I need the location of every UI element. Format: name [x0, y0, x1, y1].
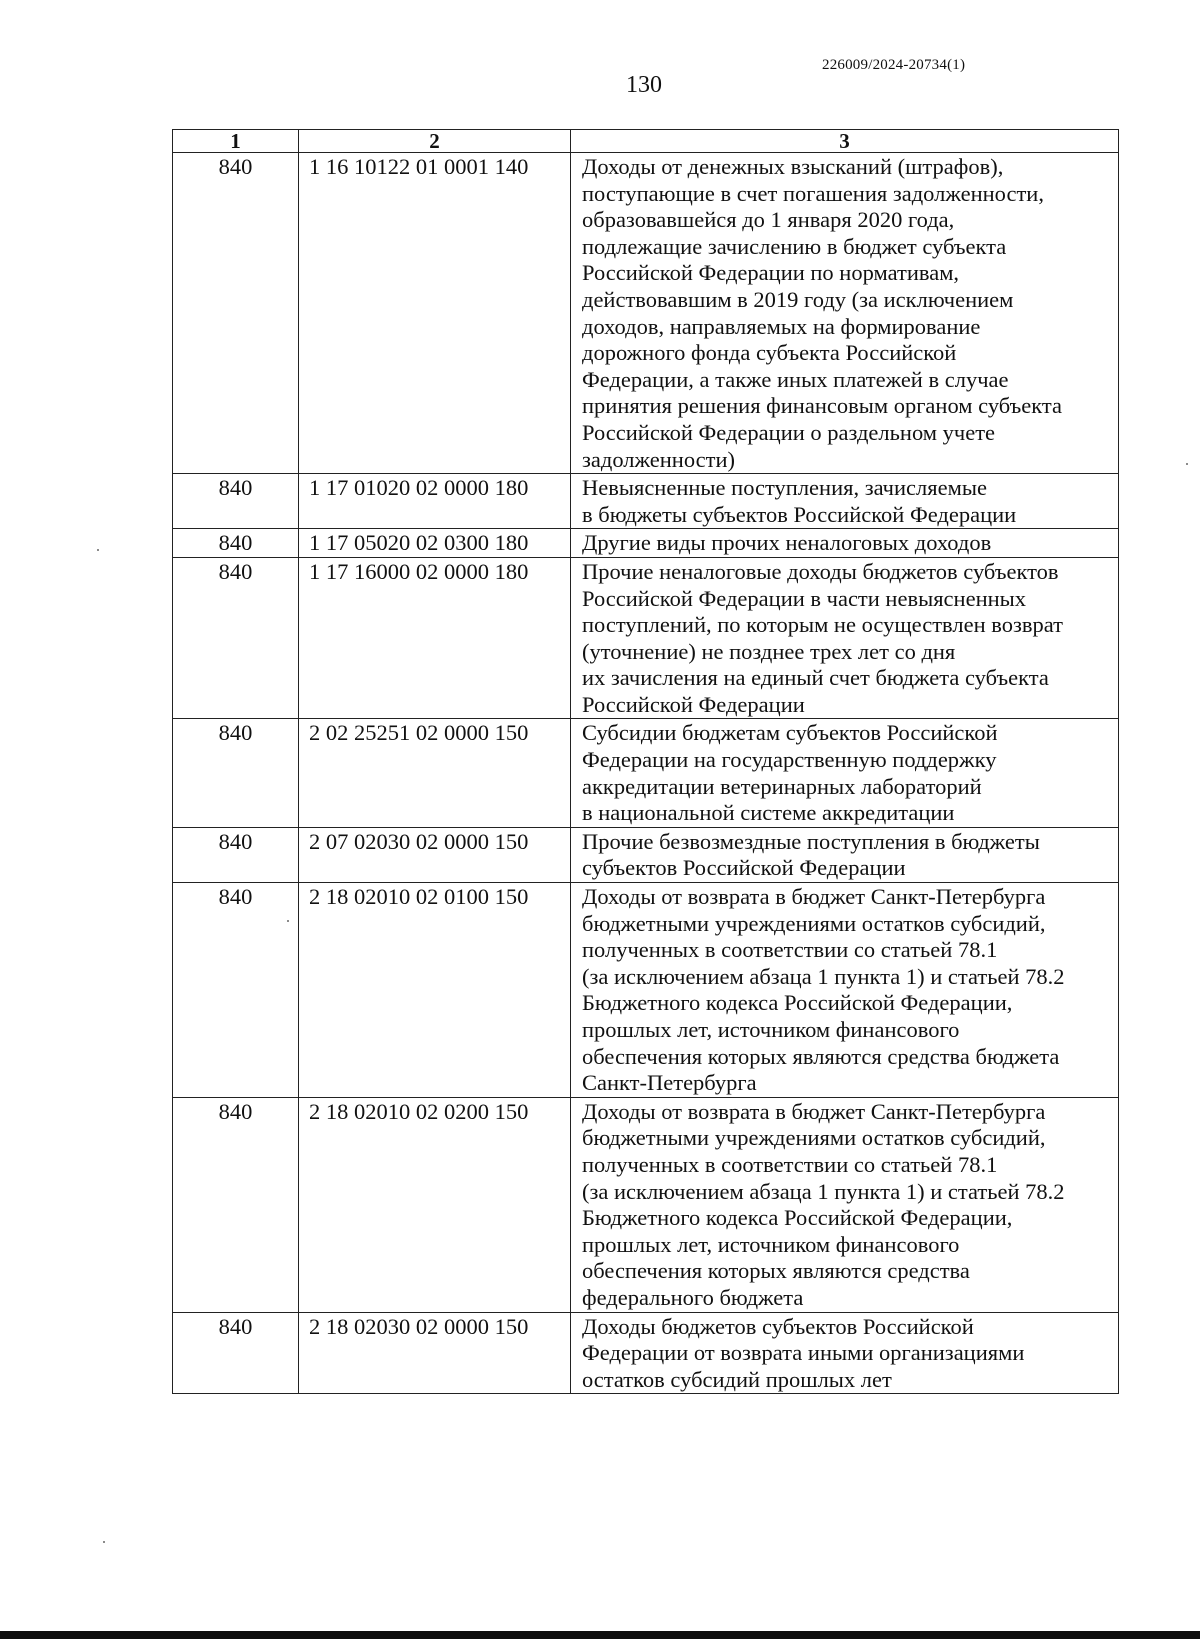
description-line: (за исключением абзаца 1 пункта 1) и статьей 78.2 [582, 963, 1065, 989]
scan-speck [287, 920, 289, 922]
description-line: Прочие безвозмездные поступления в бюджеты [582, 828, 1040, 854]
description-line: Федерации от возврата иными организациями [582, 1340, 1025, 1366]
table-row [173, 529, 1119, 558]
scan-edge-bar [0, 1631, 1200, 1639]
revenue-description-cell [571, 474, 1119, 529]
agency-code-cell: 840 [173, 1097, 299, 1312]
table-row [173, 474, 1119, 529]
agency-code-cell: 840 [173, 827, 299, 882]
table-row [173, 153, 1119, 474]
description-line: их зачисления на единый счет бюджета субъекта [582, 665, 1049, 691]
description-line: поступающие в счет погашения задолженности, [582, 180, 1044, 206]
description-line: Российской Федерации в части невыясненных [582, 585, 1027, 611]
description-line: Доходы от возврата в бюджет Санкт-Петербурга [582, 1098, 1046, 1124]
header-row [173, 130, 1119, 153]
budget-classification-code-cell: 1 17 05020 02 0300 180 [299, 529, 571, 558]
description-line: Доходы от денежных взысканий (штрафов), [582, 154, 1004, 179]
description-line: Другие виды прочих неналоговых доходов [582, 530, 992, 556]
budget-classification-code-cell: 2 02 25251 02 0000 150 [299, 719, 571, 827]
description-line: обеспечения которых являются средства бюджета [582, 1043, 1060, 1069]
description-line: Российской Федерации [582, 691, 805, 717]
budget-classification-code-cell: 1 16 10122 01 0001 140 [299, 153, 571, 474]
description-line: в национальной системе аккредитации [582, 800, 955, 826]
column-header-2: 2 [299, 130, 571, 153]
document-registration-number: 226009/2024-20734(1) [822, 57, 966, 73]
table-row [173, 557, 1119, 719]
description-line: (за исключением абзаца 1 пункта 1) и статьей 78.2 [582, 1178, 1065, 1204]
description-line: аккредитации ветеринарных лабораторий [582, 773, 982, 799]
agency-code-cell: 840 [173, 719, 299, 827]
description-line: в бюджеты субъектов Российской Федерации [582, 501, 1017, 527]
description-line: принятия решения финансовым органом субъекта [582, 393, 1063, 419]
revenue-description-cell [571, 557, 1119, 719]
table-row [173, 719, 1119, 827]
scan-speck [1186, 463, 1188, 465]
table-header [173, 130, 1119, 153]
agency-code-cell: 840 [173, 474, 299, 529]
description-line: подлежащие зачислению в бюджет субъекта [582, 233, 1007, 259]
description-line: задолженности) [582, 446, 735, 472]
budget-classification-code-cell: 2 18 02030 02 0000 150 [299, 1312, 571, 1394]
revenue-description-cell [571, 1097, 1119, 1312]
description-line: (уточнение) не позднее трех лет со дня [582, 638, 956, 664]
revenue-description-cell [571, 719, 1119, 827]
description-line: бюджетными учреждениями остатков субсидий, [582, 910, 1046, 936]
description-line: остатков субсидий прошлых лет [582, 1366, 892, 1392]
description-line: субъектов Российской Федерации [582, 855, 906, 881]
budget-classification-code-cell: 2 07 02030 02 0000 150 [299, 827, 571, 882]
scan-speck [97, 549, 99, 551]
description-line: Бюджетного кодекса Российской Федерации, [582, 990, 1013, 1016]
agency-code-cell: 840 [173, 883, 299, 1098]
agency-code-cell: 840 [173, 1312, 299, 1394]
agency-code-cell: 840 [173, 557, 299, 719]
budget-classification-code-cell: 2 18 02010 02 0200 150 [299, 1097, 571, 1312]
description-line: Доходы от возврата в бюджет Санкт-Петербурга [582, 884, 1046, 910]
column-header-3: 3 [571, 130, 1119, 153]
agency-code-cell: 840 [173, 529, 299, 558]
description-line: полученных в соответствии со статьей 78.1 [582, 937, 998, 963]
page-number: 130 [626, 72, 662, 98]
description-line: прошлых лет, источником финансового [582, 1017, 960, 1042]
description-line: Санкт-Петербурга [582, 1070, 757, 1096]
description-line: Федерации на государственную поддержку [582, 747, 997, 773]
description-line: Прочие неналоговые доходы бюджетов субъектов [582, 558, 1059, 584]
table-body [173, 153, 1119, 1394]
revenue-description-cell [571, 1312, 1119, 1394]
description-line: Невыясненные поступления, зачисляемые [582, 475, 987, 501]
table-row [173, 883, 1119, 1098]
description-line: полученных в соответствии со статьей 78.1 [582, 1151, 998, 1177]
budget-classification-code-cell: 1 17 01020 02 0000 180 [299, 474, 571, 529]
description-line: Российской Федерации о раздельном учете [582, 419, 996, 445]
table-row [173, 827, 1119, 882]
agency-code-cell: 840 [173, 153, 299, 474]
budget-revenue-table [172, 129, 1119, 1394]
table-row [173, 1097, 1119, 1312]
description-line: образовавшейся до 1 января 2020 года, [582, 207, 955, 233]
description-line: федерального бюджета [582, 1284, 804, 1310]
description-line: Бюджетного кодекса Российской Федерации, [582, 1205, 1013, 1231]
description-line: бюджетными учреждениями остатков субсидий, [582, 1125, 1046, 1151]
description-line: Доходы бюджетов субъектов Российской [582, 1313, 974, 1339]
budget-classification-code-cell: 2 18 02010 02 0100 150 [299, 883, 571, 1098]
scan-speck [103, 1541, 105, 1543]
description-line: Субсидии бюджетам субъектов Российской [582, 720, 998, 746]
description-line: Федерации, а также иных платежей в случае [582, 366, 1009, 392]
description-line: дорожного фонда субъекта Российской [582, 340, 957, 366]
revenue-description-cell [571, 529, 1119, 558]
revenue-description-cell [571, 153, 1119, 474]
description-line: обеспечения которых являются средства [582, 1258, 970, 1284]
description-line: поступлений, по которым не осуществлен возврат [582, 612, 1063, 638]
revenue-description-cell [571, 827, 1119, 882]
description-line: доходов, направляемых на формирование [582, 313, 981, 339]
budget-classification-code-cell: 1 17 16000 02 0000 180 [299, 557, 571, 719]
description-line: прошлых лет, источником финансового [582, 1231, 960, 1257]
description-line: Российской Федерации по нормативам, [582, 260, 960, 286]
revenue-description-cell [571, 883, 1119, 1098]
table-row [173, 1312, 1119, 1394]
description-line: действовавшим в 2019 году (за исключением [582, 286, 1014, 312]
column-header-1: 1 [173, 130, 299, 153]
